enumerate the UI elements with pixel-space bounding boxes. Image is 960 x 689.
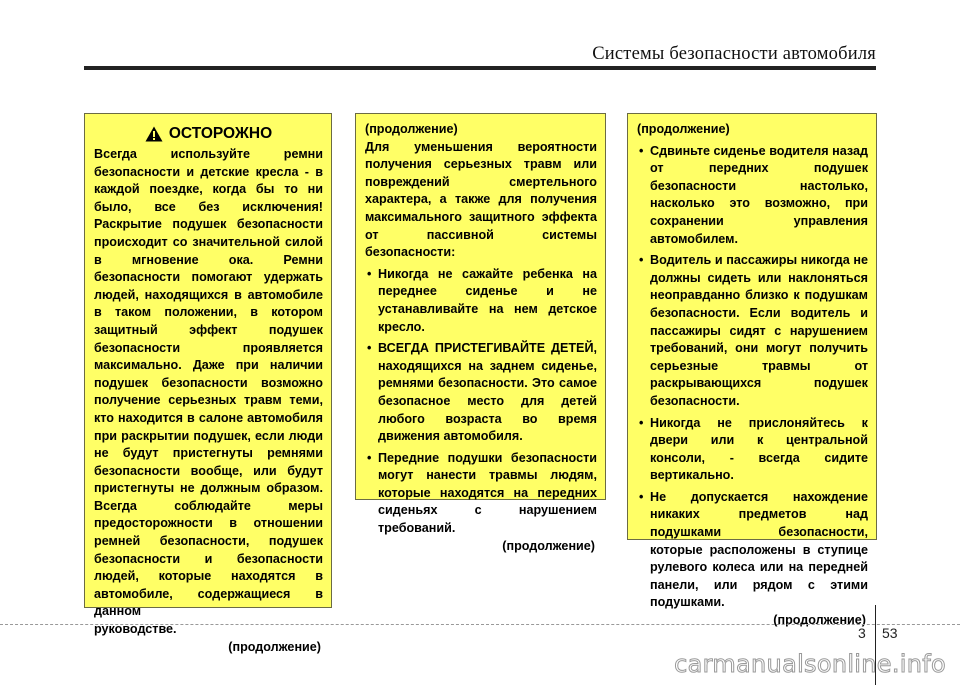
warning-box xyxy=(84,113,332,654)
continued-label: (продолжение) xyxy=(773,613,866,628)
continued-box-3 xyxy=(627,113,877,628)
bullet-list xyxy=(637,143,868,612)
bullet-list xyxy=(365,266,597,538)
chapter-number: 3 xyxy=(858,625,866,641)
continued-label: (продолжение) xyxy=(502,538,595,553)
warning-body xyxy=(94,146,323,639)
warning-body-end: руководстве. xyxy=(94,622,177,637)
warning-heading xyxy=(94,124,323,144)
warning-body-text: Всегда используйте ремни безопасности и детские кресла - в каждой поездке, когда бы то ни было, все без исключения! Раскрытие подушек безопасности происходит со значительной силой в мгновение ока. Ремни безопасности помогают удержать людей, находящихся в автомобиле в таком положении, в котором защитный эффект подушек безопасности проявляется максимально. Даже при наличии подушек безопасности возможно получение серьезных травм теми, кто находится в салоне автомобиля при раскрытии подушек, если люди не будут пристегнуты ремнями безопасности вообще, или будут пристегнуты не должным образом. Всегда соблюдайте меры предосторожности в отношении ремней безопасности, подушек безопасности и безопасности людей, которые находятся в автомобиле, содержащиеся в данном xyxy=(94,147,323,619)
list-item: • Никогда не прислоняйтесь к двери или к центральной консоли, - всегда сидите вертикально. xyxy=(637,415,868,485)
page-number: 53 xyxy=(882,625,898,641)
list-item: • Водитель и пассажиры никогда не должны сидеть или наклоняться неоправданно близко к подушкам безопасности. Если водитель и пассажиры сидят с нарушением требований, они могут получить серьезные травмы от раскрывающихся подушек безопасности. xyxy=(637,252,868,410)
continued-box-2 xyxy=(355,113,606,553)
warning-triangle-icon xyxy=(145,126,163,142)
header-rule xyxy=(84,66,876,70)
list-item: • Передние подушки безопасности могут нанести травмы людям, которые находятся на передних сиденьях с нарушением требований. xyxy=(365,450,597,538)
continued-label-top: (продолжение) xyxy=(365,122,458,136)
list-item: • Не допускается нахождение никаких предметов над подушками безопасности, которые расположены в ступице рулевого колеса или на передней панели, или рядом с этими подушками. xyxy=(637,489,868,612)
watermark-link[interactable]: carmanualsonline.info xyxy=(674,650,946,678)
intro-text: Для уменьшения вероятности получения серьезных травм или повреждений смертельного характера, а также для получения максимального защитного эффекта от пассивной системы безопасности: xyxy=(365,139,597,260)
list-item: • Сдвиньте сиденье водителя назад от передних подушек безопасности настолько, насколько это возможно, при сохранении управления автомобилем. xyxy=(637,143,868,249)
list-item: • ВСЕГДА ПРИСТЕГИВАЙТЕ ДЕТЕЙ, находящихся на заднем сиденье, ремнями безопасности. Это самое безопасное место для детей любого возраста во время движения автомобиля. xyxy=(365,340,597,446)
continued-label-top: (продолжение) xyxy=(637,122,730,136)
page-header-title: Системы безопасности автомобиля xyxy=(592,44,876,64)
continued-label: (продолжение) xyxy=(228,639,321,654)
list-item: • Никогда не сажайте ребенка на переднее сиденье и не устанавливайте на нем детское кресло. xyxy=(365,266,597,336)
footer-dashed-line xyxy=(0,624,960,625)
warning-heading-text: ОСТОРОЖНО xyxy=(168,125,273,142)
